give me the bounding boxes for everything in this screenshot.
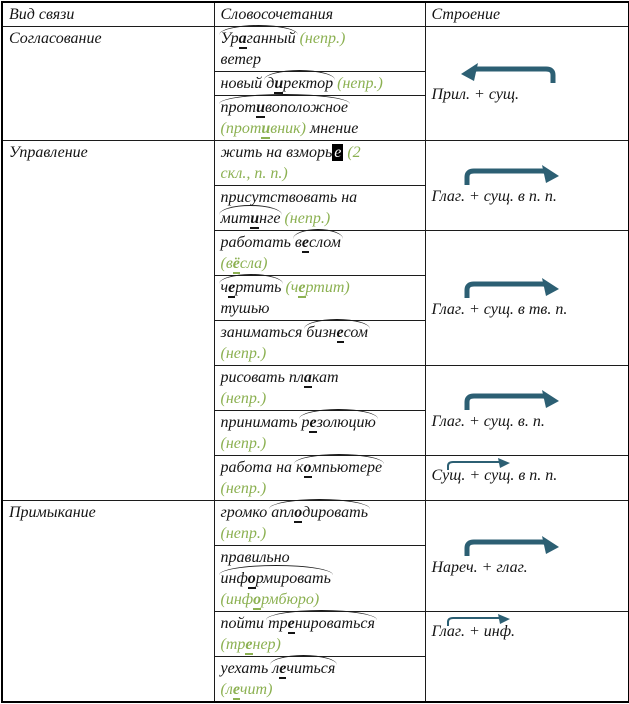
phrase-cell: Ураганный (непр.) ветер	[214, 27, 425, 72]
phrase-cell: присутствовать на митинге (непр.)	[214, 186, 425, 231]
grammar-table	[1, 1, 629, 703]
type-cell-upravlenie: Управление	[2, 141, 214, 501]
document	[0, 1, 629, 703]
structure-label: Глаг. + сущ. в. п.	[431, 413, 545, 430]
structure-cell	[425, 501, 629, 612]
structure-label: Глаг. + сущ. в п. п.	[431, 188, 557, 205]
structure-label: Нареч. + глаг.	[431, 558, 528, 576]
phrase-cell: принимать резолюцию (непр.)	[214, 411, 425, 456]
header-vid-svyazi: Вид связи	[2, 2, 214, 27]
phrase-cell: правильно информировать (информбюро)	[214, 546, 425, 612]
phrase-cell: новый директор (непр.)	[214, 72, 425, 96]
structure-label: Глаг. + сущ. в тв. п.	[431, 300, 568, 318]
structure-label: Глаг. + инф.	[431, 623, 516, 640]
dependency-arrow-icon	[446, 614, 514, 627]
structure-cell	[425, 612, 629, 703]
structure-cell	[425, 456, 629, 501]
dependency-arrow-icon	[432, 164, 623, 186]
dependency-arrow-icon	[446, 458, 514, 471]
phrase-cell: чертить (чертит) тушью	[214, 276, 425, 321]
structure-cell	[425, 366, 629, 456]
structure-label: Прил. + сущ.	[431, 86, 519, 103]
table-row	[2, 27, 629, 72]
phrase-cell: работать веслом (вёсла)	[214, 231, 425, 276]
phrase-cell: противоположное (противник) мнение	[214, 96, 425, 141]
phrase-cell: уехать лечиться (лечит)	[214, 657, 425, 703]
type-cell-soglasovanie: Согласование	[2, 27, 214, 141]
structure-label: Сущ. + сущ. в п. п.	[431, 467, 558, 484]
phrase-cell: заниматься бизнесом (непр.)	[214, 321, 425, 366]
structure-cell	[425, 27, 629, 141]
phrase-cell: пойти тренироваться (тренер)	[214, 612, 425, 657]
structure-cell	[425, 231, 629, 366]
header-slovosochetaniya: Словосочетания	[214, 2, 425, 27]
dependency-arrow-icon	[432, 62, 623, 84]
phrase-cell: жить на взморь е (2 скл., п. п.)	[214, 141, 425, 186]
type-cell-primykanie: Примыкание	[2, 501, 214, 703]
phrase-cell: громко аплодировать (непр.)	[214, 501, 425, 546]
dependency-arrow-icon	[432, 389, 623, 411]
phrase-cell: работа на компьютере (непр.)	[214, 456, 425, 501]
table-row	[2, 501, 629, 546]
dependency-arrow-icon	[432, 277, 623, 299]
table-row	[2, 141, 629, 186]
phrase-cell: рисовать плакат (непр.)	[214, 366, 425, 411]
header-row	[2, 2, 629, 27]
structure-cell	[425, 141, 629, 231]
dependency-arrow-icon	[432, 535, 623, 557]
header-stroenie: Строение	[425, 2, 629, 27]
